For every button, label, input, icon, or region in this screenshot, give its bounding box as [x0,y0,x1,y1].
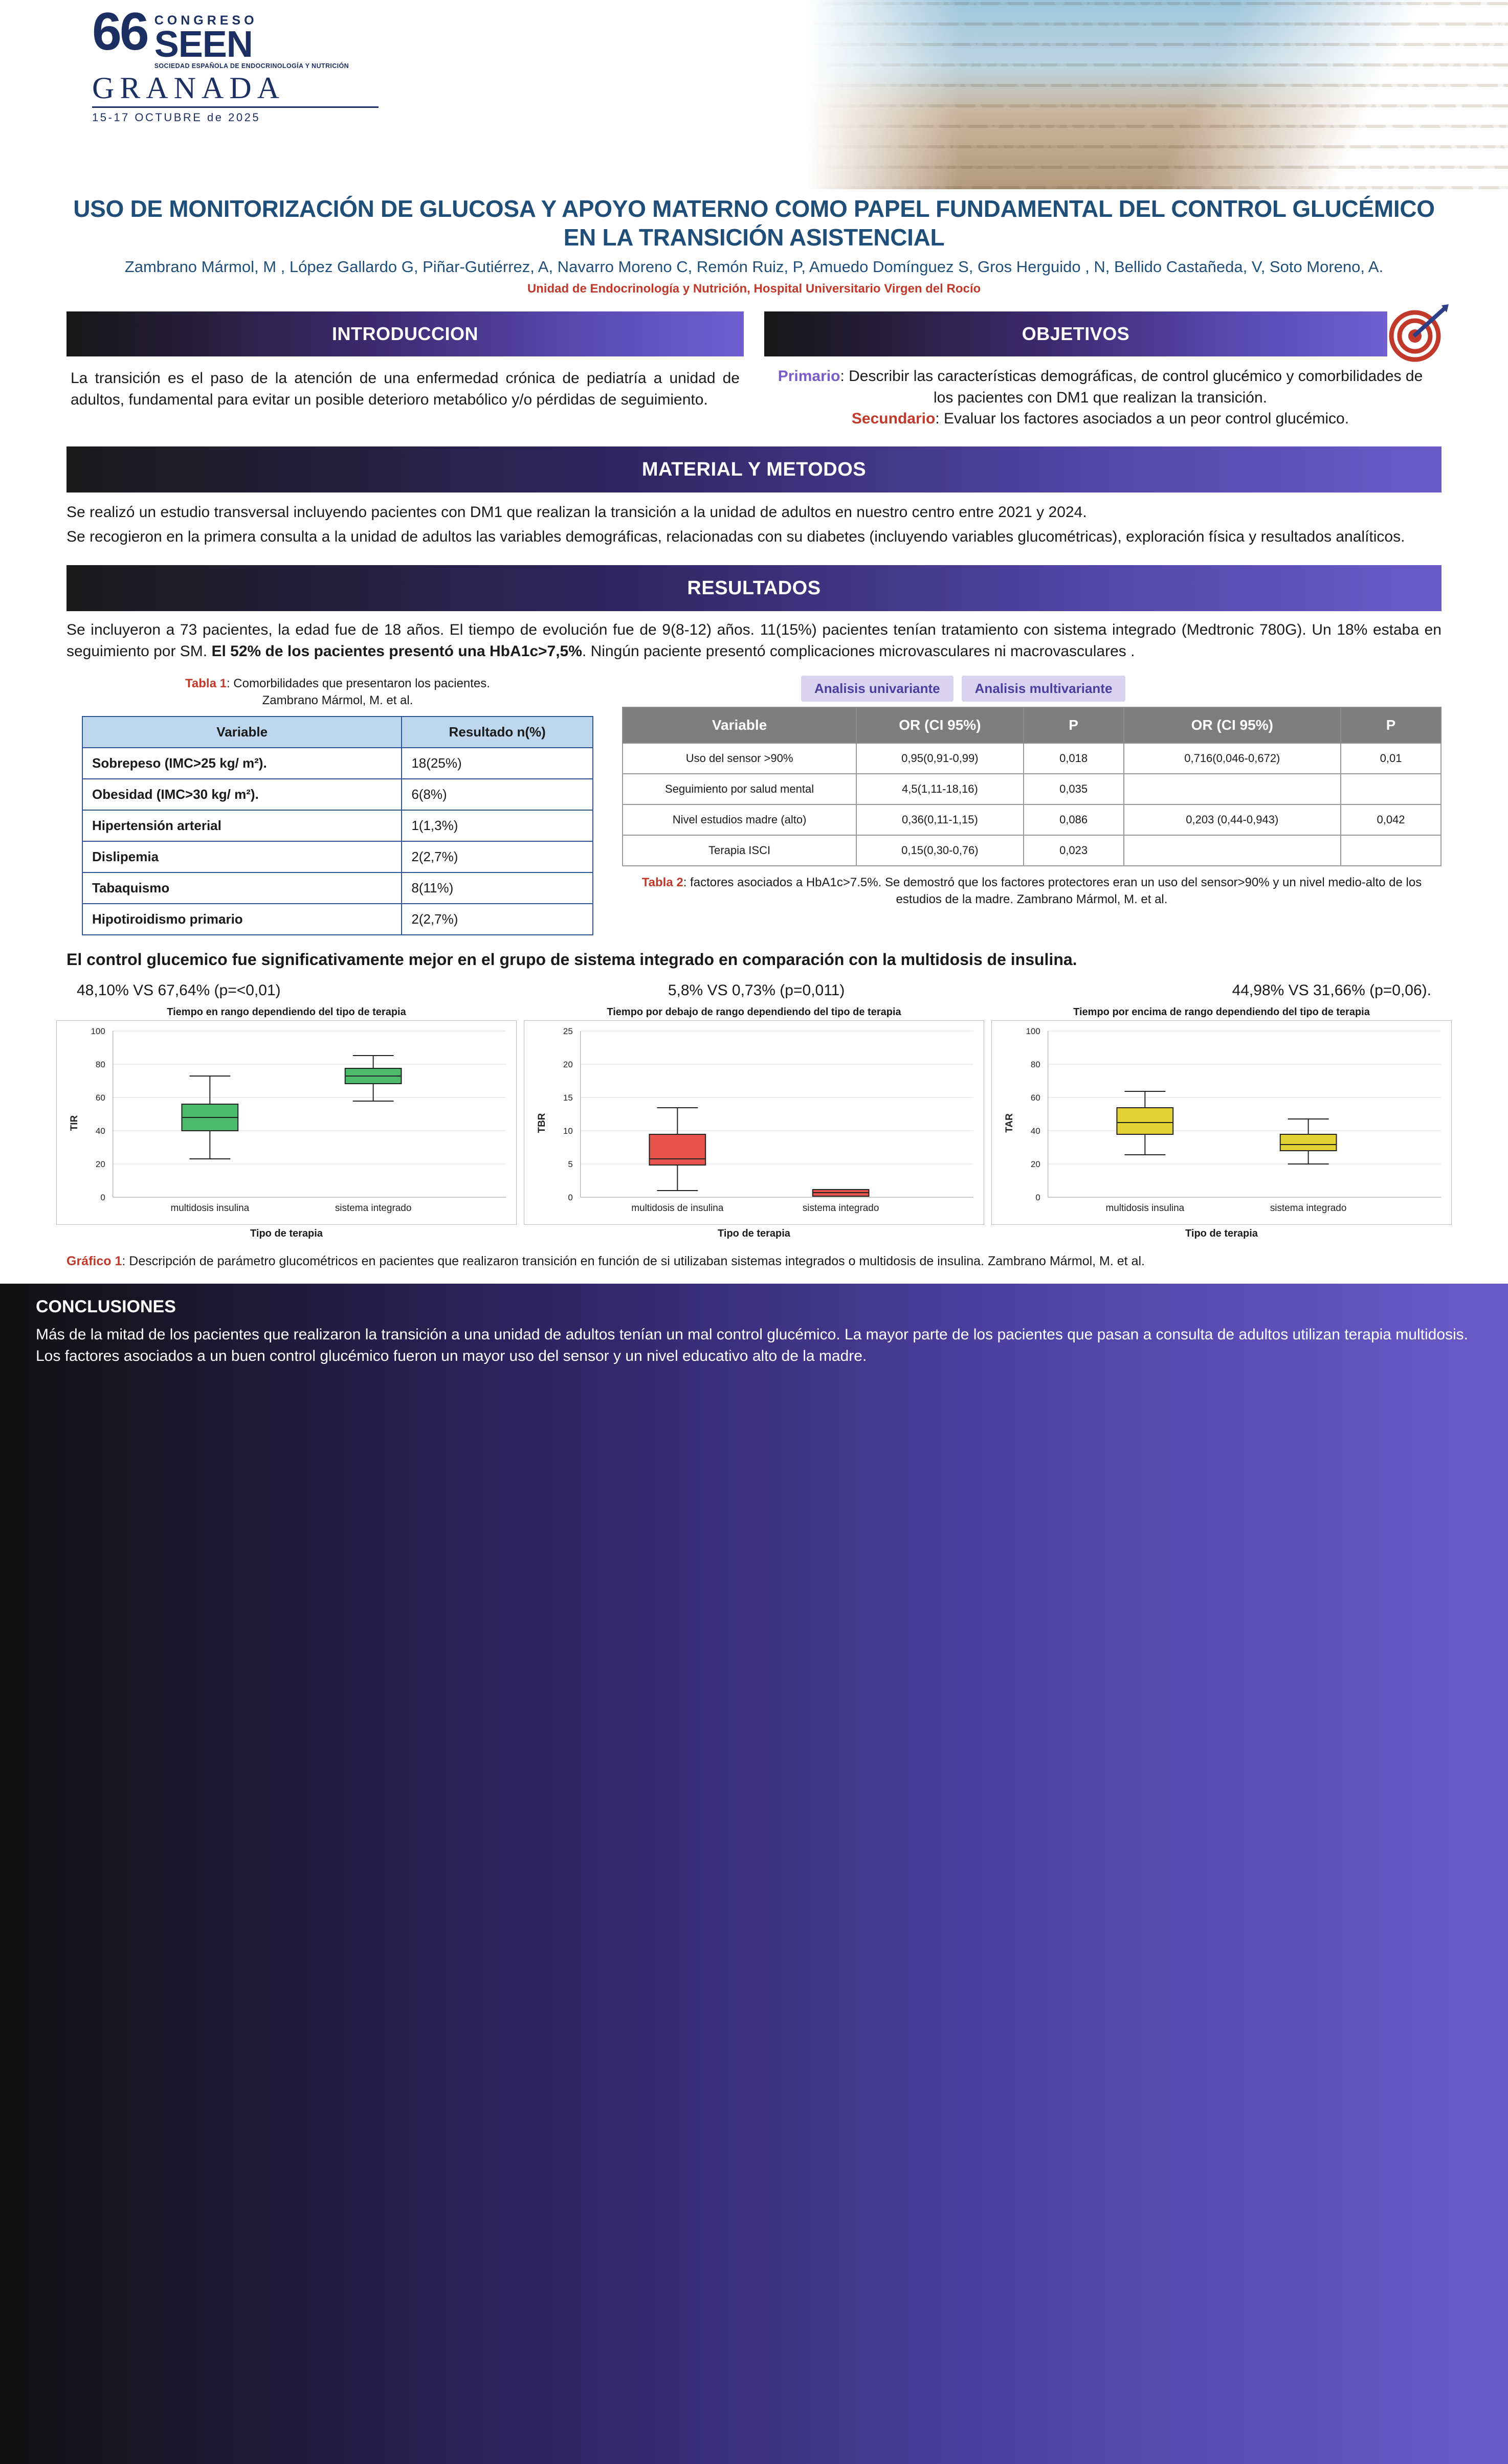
material-metodos-section [0,429,1508,548]
table2-cell: 0,95(0,91-0,99) [856,743,1024,774]
svg-text:5: 5 [568,1159,573,1170]
stats-row [0,971,1508,999]
header-photograph [807,0,1508,189]
svg-text:100: 100 [1026,1026,1040,1037]
svg-text:TIR: TIR [69,1115,80,1131]
grafico-caption [0,1240,1508,1270]
svg-text:100: 100 [91,1026,105,1037]
material-metodos-heading: MATERIAL Y METODOS [66,446,1442,492]
svg-text:multidosis insulina: multidosis insulina [170,1203,250,1214]
highlight-statement: El control glucemico fue significativamente mejor en el grupo de sistema integrado en comparación con la multidosis de insulina. [66,950,1077,969]
objetivo-primario-text: : Describir las características demográficas, de control glucémico y comorbilidades de los pacientes con DM1 que realizan la transición. [840,368,1423,406]
stat-tir: 48,10% VS 67,64% (p=<0,01) [77,982,281,999]
table2-cell [1124,774,1341,804]
svg-text:40: 40 [95,1126,105,1136]
charts-row [0,999,1508,1240]
stat-tbr: 5,8% VS 0,73% (p=0,011) [668,982,845,999]
table1-cell: 2(2,7%) [402,841,593,872]
table-row [82,904,593,935]
resultados-text [66,611,1442,662]
svg-text:TBR: TBR [536,1113,547,1133]
table2-cell [1341,774,1441,804]
svg-text:multidosis insulina: multidosis insulina [1105,1203,1185,1214]
introduccion-column [66,311,744,429]
conclusiones-section [0,1284,1508,2464]
table2-cell: Seguimiento por salud mental [623,774,856,804]
objetivo-primario-label: Primario [778,368,840,385]
table2-cell: 0,018 [1024,743,1124,774]
table-row [82,872,593,904]
objetivos-heading: OBJETIVOS [764,311,1387,356]
affiliation: Unidad de Endocrinología y Nutrición, Hospital Universitario Virgen del Rocío [527,282,981,296]
table2-cell: 0,023 [1024,835,1124,866]
logo-seen-text: SEEN [154,24,253,65]
objetivo-secundario-label: Secundario [851,410,936,427]
svg-text:TAR: TAR [1004,1113,1015,1133]
grafico-caption-label: Gráfico 1 [66,1254,122,1269]
table1-cell: Dislipemia [82,841,402,872]
table1-caption-text: : Comorbilidades que presentaron los pacientes. [226,677,490,691]
table2-cell: 0,086 [1024,804,1124,835]
chart-tar-xlabel: Tipo de terapia [1185,1228,1258,1240]
table1-cell: 8(11%) [402,872,593,904]
table1-cell: 6(8%) [402,779,593,810]
table-row [82,779,593,810]
authors-list: Zambrano Mármol, M , López Gallardo G, Piñar-Gutiérrez, A, Navarro Moreno C, Remón Ruiz, P, Amuedo Domínguez S, Gros Herguido , N, Bellido Castañeda, V, Soto Moreno, A. [124,258,1384,276]
table2-cell [1124,835,1341,866]
svg-text:80: 80 [95,1060,105,1070]
chart-tar-plot [991,1020,1452,1225]
svg-text:0: 0 [100,1193,105,1203]
chart-tbr-svg [524,1021,984,1225]
title-area [0,189,1508,296]
tab-analisis-multivariante[interactable]: Analisis multivariante [962,676,1126,702]
table2-caption-label: Tabla 2 [641,876,683,890]
table-row [82,841,593,872]
table-row [623,743,1441,774]
svg-text:80: 80 [1030,1060,1040,1070]
page-title: USO DE MONITORIZACIÓN DE GLUCOSA Y APOYO MATERNO COMO PAPEL FUNDAMENTAL DEL CONTROL GLUCÉMICO EN LA TRANSICIÓN ASISTENCIAL [73,195,1435,251]
table-row [82,748,593,779]
table1-header-1: Resultado n(%) [402,716,593,748]
objetivo-secundario-text: : Evaluar los factores asociados a un peor control glucémico. [935,410,1349,427]
table1-caption-author: Zambrano Mármol, M. et al. [262,693,413,707]
chart-tir-svg [57,1021,516,1225]
resultados-section [0,548,1508,662]
svg-text:sistema integrado: sistema integrado [335,1203,412,1214]
chart-tir-title: Tiempo en rango dependiendo del tipo de terapia [167,1006,406,1018]
objetivos-column [764,311,1442,429]
table2-cell: 4,5(1,11-18,16) [856,774,1024,804]
congress-logo [92,2,409,124]
svg-text:sistema integrado: sistema integrado [1270,1203,1347,1214]
chart-tir [56,1006,517,1240]
table1-cell: 1(1,3%) [402,810,593,841]
chart-tbr [524,1006,984,1240]
table1-cell: 2(2,7%) [402,904,593,935]
target-icon [1384,300,1451,367]
table2-cell [1341,835,1441,866]
table-row [623,835,1441,866]
chart-tbr-xlabel: Tipo de terapia [718,1228,790,1240]
table2-cell: 0,042 [1341,804,1441,835]
resultados-heading: RESULTADOS [66,565,1442,611]
svg-text:15: 15 [563,1093,573,1103]
table2-cell: Uso del sensor >90% [623,743,856,774]
table2-header-3: OR (CI 95%) [1124,707,1341,743]
table1-cell: Obesidad (IMC>30 kg/ m²). [82,779,402,810]
tab-analisis-univariante[interactable]: Analisis univariante [801,676,953,702]
table2-header-0: Variable [623,707,856,743]
table2-cell: 0,01 [1341,743,1441,774]
poster-header [0,0,1508,189]
table1-cell: Hipertensión arterial [82,810,402,841]
table-row [82,810,593,841]
table1-caption [66,676,609,709]
svg-text:multidosis de insulina: multidosis de insulina [631,1203,724,1214]
table2-column [622,676,1442,908]
introduccion-heading: INTRODUCCION [66,311,744,356]
logo-number: 66 [92,2,147,61]
table2-header-2: P [1024,707,1124,743]
factors-table [622,707,1442,866]
chart-tar-title: Tiempo por encima de rango dependiendo del tipo de terapia [1073,1006,1370,1018]
svg-text:10: 10 [563,1126,573,1136]
table-row [623,774,1441,804]
table2-cell: 0,035 [1024,774,1124,804]
comorbidities-table [82,716,593,935]
chart-tir-plot [56,1020,517,1225]
table1-header-0: Variable [82,716,402,748]
svg-text:20: 20 [95,1159,105,1170]
svg-text:20: 20 [563,1060,573,1070]
resultados-text-bold: El 52% de los pacientes presentó una HbA1c>7,5% [211,643,582,660]
svg-text:0: 0 [1035,1193,1040,1203]
table-row [623,804,1441,835]
svg-text:60: 60 [95,1093,105,1103]
analysis-tabs [622,676,1442,702]
table1-cell: Tabaquismo [82,872,402,904]
table1-column [66,676,609,935]
table2-caption-text: : factores asociados a HbA1c>7.5%. Se demostró que los factores protectores eran un uso del sensor>90% y un nivel medio-alto de los estudios de la madre. Zambrano Mármol, M. et al. [683,876,1422,906]
table2-cell: 0,716(0,046-0,672) [1124,743,1341,774]
logo-congreso-text: CONGRESO [154,13,258,28]
table1-cell: Sobrepeso (IMC>25 kg/ m²). [82,748,402,779]
svg-text:40: 40 [1030,1126,1040,1136]
table1-cell: 18(25%) [402,748,593,779]
table2-cell: 0,203 (0,44-0,943) [1124,804,1341,835]
table-header-row [623,707,1441,743]
material-metodos-p2: Se recogieron en la primera consulta a la unidad de adultos las variables demográficas, relacionadas con su diabetes (incluyendo variables glucométricas), exploración física y resultados analíticos. [66,528,1405,546]
table2-header-1: OR (CI 95%) [856,707,1024,743]
table2-header-4: P [1341,707,1441,743]
resultados-text-c: . Ningún paciente presentó complicaciones microvasculares ni macrovasculares . [582,643,1135,660]
table2-cell: Nivel estudios madre (alto) [623,804,856,835]
chart-tbr-title: Tiempo por debajo de rango dependiendo del tipo de terapia [607,1006,901,1018]
table1-caption-label: Tabla 1 [185,677,227,691]
material-metodos-p1: Se realizó un estudio transversal incluyendo pacientes con DM1 que realizan la transición a la unidad de adultos en nuestro centro entre 2021 y 2024. [66,504,1087,521]
intro-objectives-row [0,296,1508,429]
table-header-row [82,716,593,748]
objetivos-text [764,356,1442,429]
svg-text:25: 25 [563,1026,573,1037]
svg-text:0: 0 [568,1193,573,1203]
tables-row [0,662,1508,935]
table2-caption [622,866,1442,908]
stat-tar: 44,98% VS 31,66% (p=0,06). [1232,982,1431,999]
table2-cell: 0,36(0,11-1,15) [856,804,1024,835]
chart-tar-svg [992,1021,1451,1225]
chart-tbr-plot [524,1020,984,1225]
logo-society-text: SOCIEDAD ESPAÑOLA DE ENDOCRINOLOGÍA Y NUTRICIÓN [154,62,349,70]
logo-dates: 15-17 OCTUBRE de 2025 [92,106,379,124]
table1-cell: Hipotiroidismo primario [82,904,402,935]
grafico-caption-text: : Descripción de parámetro glucométricos en pacientes que realizaron transición en función de si utilizaban sistemas integrados o multidosis de insulina. Zambrano Mármol, M. et al. [122,1254,1145,1269]
logo-city: GRANADA [92,71,285,105]
chart-tar [991,1006,1452,1240]
svg-text:20: 20 [1030,1159,1040,1170]
resultados-text-a: Se incluyeron a 73 pacientes, la edad fue de 18 años. El tiempo de evolución fue de 9(8-12) años. 11(15%) pacientes tenían tratamiento con sistema integrado (Medtronic 780G). Un 18% estaba en seguimiento por SM. [66,621,1442,660]
table2-cell: Terapia ISCI [623,835,856,866]
chart-tir-xlabel: Tipo de terapia [250,1228,323,1240]
svg-text:sistema integrado: sistema integrado [802,1203,879,1214]
svg-text:60: 60 [1030,1093,1040,1103]
table2-cell: 0,15(0,30-0,76) [856,835,1024,866]
introduccion-text: La transición es el paso de la atención de una enfermedad crónica de pediatría a unidad de adultos, fundamental para evitar un posible deterioro metabólico y/o pérdidas de seguimiento. [71,370,740,408]
conclusiones-text: Más de la mitad de los pacientes que realizaron la transición a una unidad de adultos tenían un mal control glucémico. La mayor parte de los pacientes que pasan a consulta de adultos utilizan terapia multidosis. Los factores asociados a un buen control glucémico fueron un mayor uso del sensor y un nivel educativo alto de la madre. [36,1326,1469,1365]
conclusiones-heading: CONCLUSIONES [36,1297,176,1317]
